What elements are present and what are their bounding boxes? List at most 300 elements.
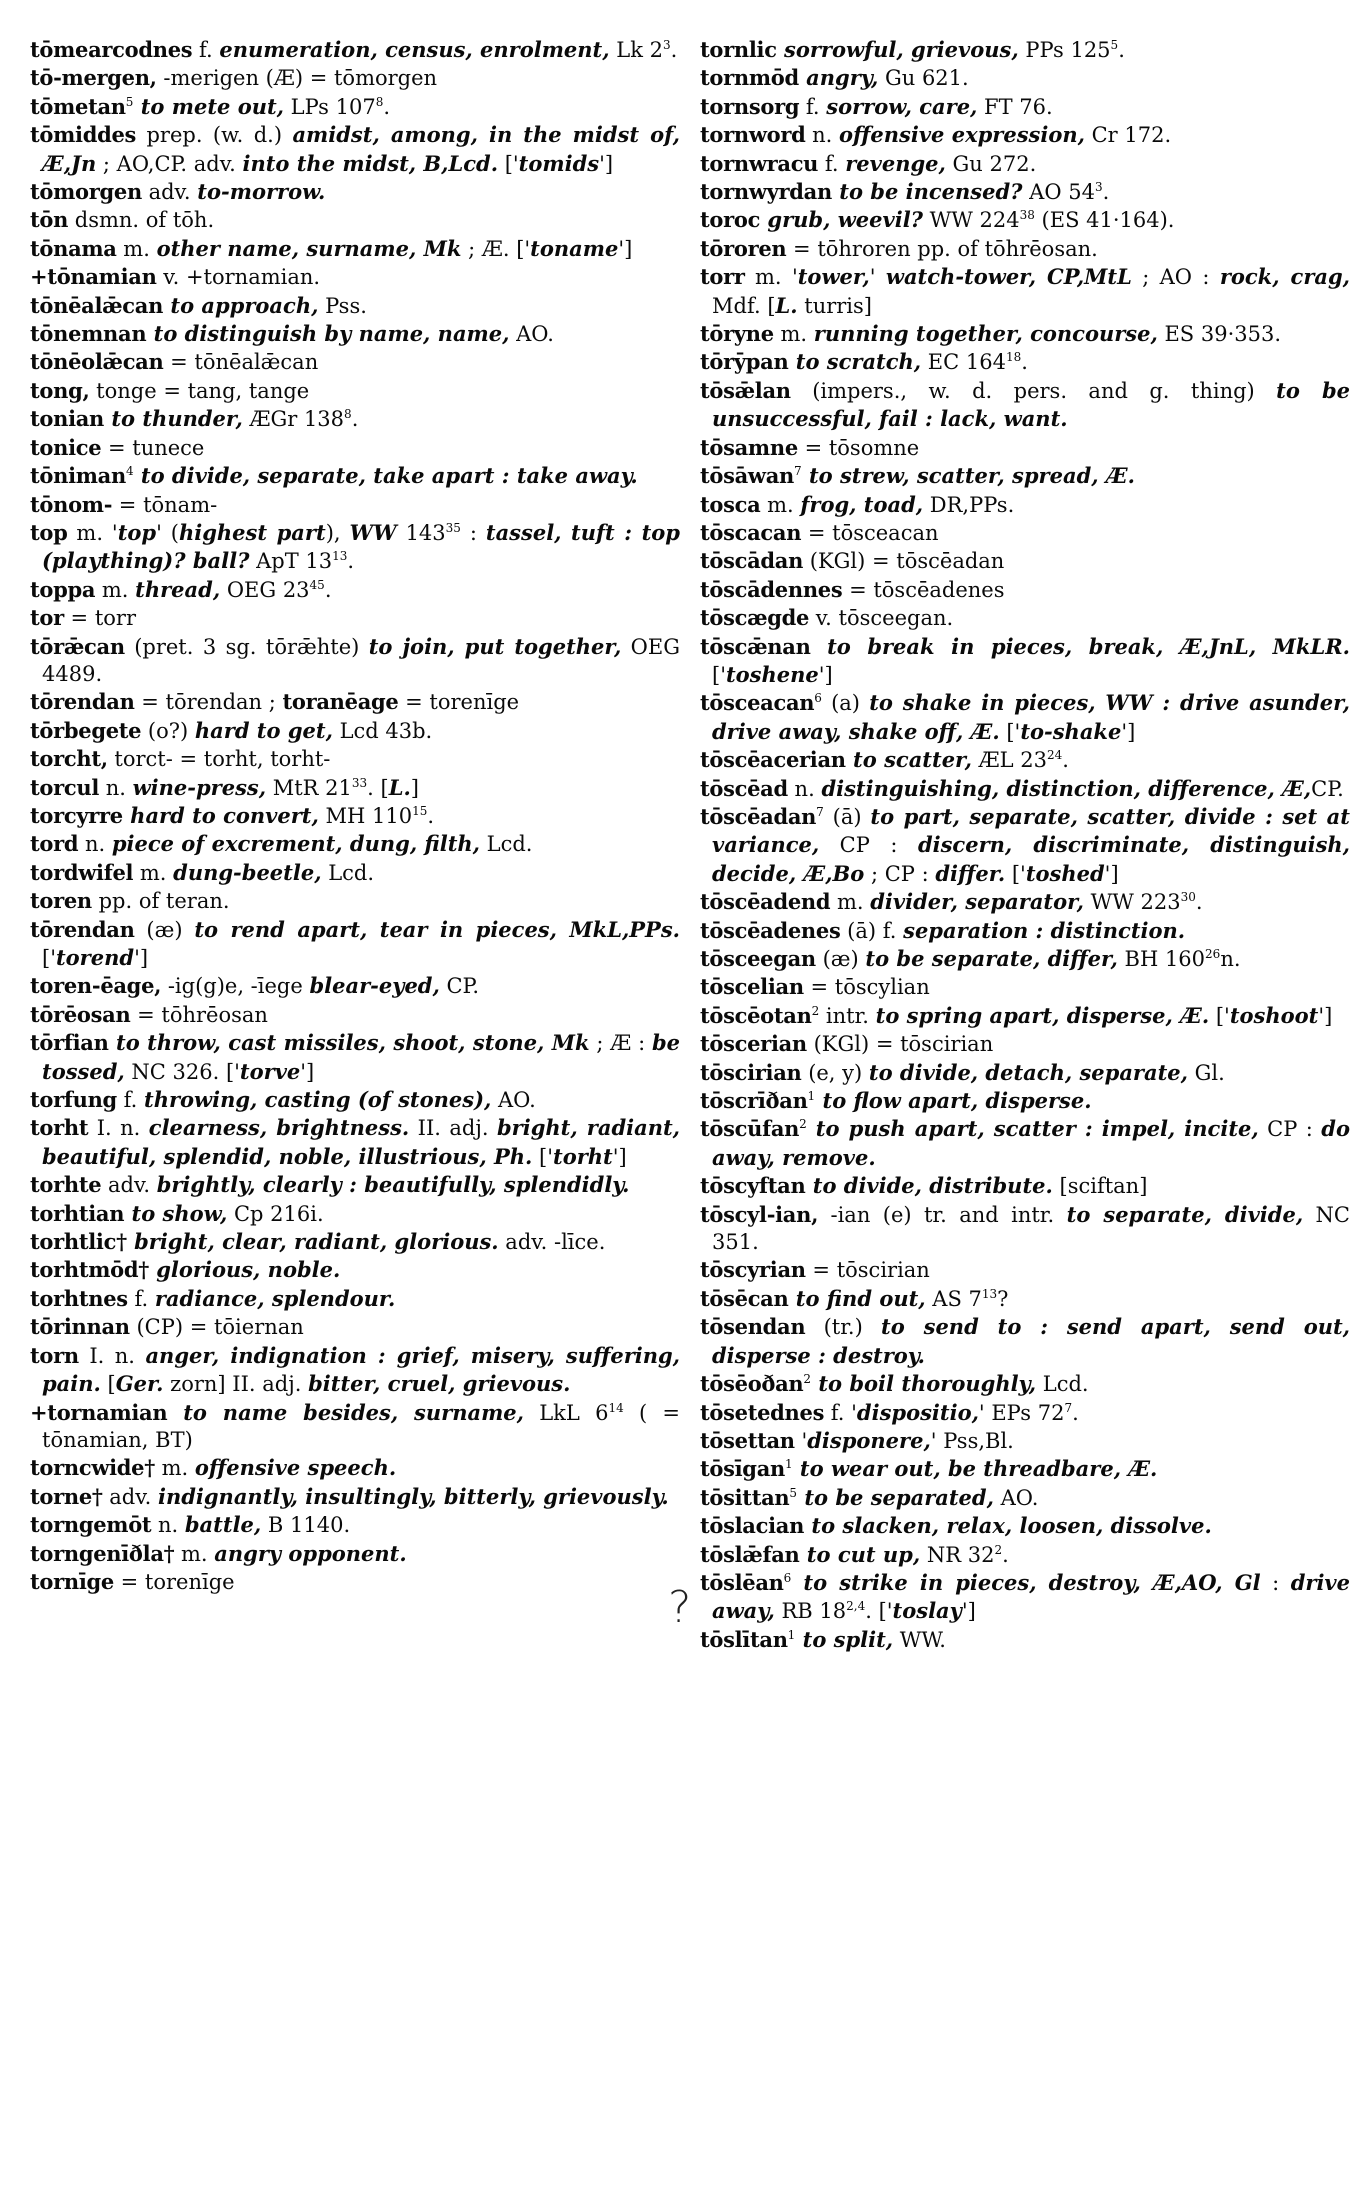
definition-text: glorious, noble. bbox=[148, 1257, 341, 1283]
definition-text: dispositio, bbox=[856, 1399, 979, 1425]
dictionary-entry bbox=[30, 1511, 680, 1539]
definition-text: toshed bbox=[1025, 860, 1105, 886]
plain-text: ] bbox=[410, 775, 419, 800]
headword: torngemōt bbox=[30, 1512, 152, 1538]
dictionary-entry bbox=[700, 206, 1350, 234]
superscript: 45 bbox=[309, 577, 325, 592]
headword: torhte bbox=[30, 1172, 102, 1198]
plain-text: I. n. bbox=[88, 1116, 149, 1141]
plain-text: CP : bbox=[819, 833, 918, 858]
plain-text: f. bbox=[818, 151, 846, 176]
dictionary-entry bbox=[30, 1029, 680, 1086]
plain-text: CP. bbox=[439, 974, 480, 999]
plain-text: n. bbox=[787, 776, 822, 801]
superscript: 7 bbox=[794, 464, 802, 479]
headword: tōscerian bbox=[700, 1031, 807, 1057]
plain-text: m. bbox=[154, 1456, 195, 1481]
dictionary-entry bbox=[700, 633, 1350, 690]
dictionary-entry bbox=[700, 1399, 1350, 1427]
headword: tōmetan bbox=[30, 93, 126, 119]
plain-text: = tōsceacan bbox=[801, 520, 939, 545]
plain-text: [' bbox=[1005, 861, 1026, 886]
plain-text: . bbox=[427, 803, 435, 828]
superscript: 13 bbox=[981, 1286, 998, 1301]
dictionary-entry bbox=[700, 491, 1350, 519]
dictionary-entry bbox=[30, 178, 680, 206]
definition-text: to-morrow. bbox=[197, 179, 326, 205]
definition-text: to throw, cast missiles, shoot, stone, Mk bbox=[108, 1030, 590, 1056]
headword: tōscēad bbox=[700, 775, 788, 801]
headword: tōscādennes bbox=[700, 576, 843, 602]
plain-text: '] bbox=[1318, 1003, 1333, 1028]
definition-text: L. bbox=[388, 774, 411, 800]
definition-text: indignantly, insultingly, bitterly, grievously. bbox=[157, 1483, 669, 1509]
definition-text: revenge, bbox=[845, 150, 946, 176]
headword: tornwracu bbox=[700, 150, 819, 176]
dictionary-entry bbox=[30, 1568, 680, 1596]
superscript: 15 bbox=[412, 803, 428, 818]
headword: tōscyl-ian, bbox=[700, 1201, 819, 1227]
headword: tōrendan bbox=[30, 689, 135, 715]
definition-text: to rend apart, tear in pieces, MkL,PPs. bbox=[194, 916, 680, 942]
plain-text: turris] bbox=[797, 293, 872, 318]
plain-text: Pss. bbox=[318, 293, 367, 318]
plain-text: EC 164 bbox=[921, 350, 1006, 375]
definition-text: brightly, clearly : beautifully, splendidly. bbox=[156, 1172, 630, 1198]
plain-text: ? bbox=[997, 1286, 1009, 1311]
headword: torht bbox=[30, 1115, 89, 1141]
headword: tōrǣcan bbox=[30, 633, 125, 659]
dictionary-entry bbox=[30, 859, 680, 887]
plain-text: n. bbox=[99, 775, 133, 800]
plain-text: m. bbox=[116, 236, 157, 261]
plain-text: Gl. bbox=[1187, 1060, 1225, 1085]
plain-text: Gu 621. bbox=[878, 66, 969, 91]
headword: torr bbox=[700, 264, 745, 290]
definition-text: piece of excrement, dung, filth, bbox=[111, 831, 480, 857]
headword: tord bbox=[30, 831, 79, 857]
headword: tōsceegan bbox=[700, 946, 816, 971]
definition-text: tassel, tuft : top (plaything)? ball? bbox=[42, 519, 680, 574]
superscript: 24 bbox=[1046, 748, 1063, 763]
plain-text: Lk 2 bbox=[609, 38, 663, 62]
definition-text: to spring apart, disperse, Æ. bbox=[875, 1002, 1210, 1028]
definition-text: top bbox=[117, 519, 157, 545]
definition-text: offensive speech. bbox=[194, 1455, 397, 1481]
headword: tornword bbox=[700, 122, 806, 148]
plain-text: [' bbox=[532, 1144, 554, 1169]
plain-text: f. bbox=[192, 38, 220, 62]
plain-text: B 1140. bbox=[261, 1513, 351, 1538]
headword: tōrȳpan bbox=[700, 349, 789, 375]
definition-text: rock, crag, bbox=[1219, 264, 1350, 290]
dictionary-entry bbox=[30, 802, 680, 830]
dictionary-entry bbox=[30, 462, 680, 490]
dictionary-entry bbox=[30, 377, 680, 405]
plain-text: DR,PPs. bbox=[923, 492, 1015, 517]
plain-text: (tr.) bbox=[805, 1315, 882, 1340]
headword: tōsettan bbox=[700, 1427, 795, 1453]
superscript: 3 bbox=[1094, 180, 1103, 195]
superscript: 5 bbox=[1110, 38, 1119, 52]
definition-text: toslay bbox=[892, 1598, 962, 1624]
plain-text: WW 223 bbox=[1083, 890, 1181, 915]
headword: tōryne bbox=[700, 321, 774, 347]
plain-text: Lcd. bbox=[479, 832, 533, 857]
plain-text: MH 110 bbox=[318, 803, 413, 828]
definition-text: to shake in pieces, WW : drive asunder, drive away, shake off, Æ. bbox=[712, 690, 1350, 744]
headword: +tornamian bbox=[30, 1399, 168, 1425]
dictionary-entry bbox=[700, 1370, 1350, 1398]
plain-text: ; Æ. [' bbox=[461, 236, 531, 261]
plain-text: = tōnam- bbox=[112, 492, 218, 517]
headword: tōscēotan bbox=[700, 1002, 812, 1028]
plain-text: ÆL 23 bbox=[971, 748, 1047, 773]
definition-text: to-shake bbox=[1020, 718, 1122, 744]
definition-text: angry, bbox=[798, 65, 879, 91]
plain-text: ; CP : bbox=[864, 861, 936, 886]
headword: toppa bbox=[30, 576, 96, 602]
headword: tōnemnan bbox=[30, 321, 147, 347]
dictionary-entry bbox=[700, 1313, 1350, 1370]
plain-text: AO. bbox=[993, 1485, 1039, 1510]
plain-text: ' EPs 72 bbox=[978, 1400, 1065, 1425]
dictionary-entry bbox=[30, 1454, 680, 1482]
dictionary-entry bbox=[30, 1342, 680, 1399]
dictionary-entry bbox=[30, 774, 680, 802]
headword: tōscyrian bbox=[700, 1257, 806, 1283]
headword: tōnēalǣcan bbox=[30, 292, 164, 318]
headword: torhtlic† bbox=[30, 1229, 127, 1255]
definition-text: separation : distinction. bbox=[903, 917, 1186, 943]
plain-text: -ian (e) tr. and intr. bbox=[818, 1202, 1067, 1227]
dictionary-entry bbox=[700, 1087, 1350, 1115]
superscript: 3 bbox=[662, 38, 671, 52]
superscript: 13 bbox=[332, 549, 348, 564]
plain-text: ( = tōnamian, BT) bbox=[42, 1400, 680, 1452]
definition-text: WW bbox=[349, 519, 397, 545]
dictionary-entry bbox=[700, 150, 1350, 178]
definition-text: tomids bbox=[518, 150, 600, 176]
definition-text: to be separated, bbox=[797, 1484, 994, 1510]
headword: tōsēoðan bbox=[700, 1371, 804, 1397]
plain-text: m. bbox=[830, 890, 871, 915]
definition-text: bright, clear, radiant, glorious. bbox=[126, 1229, 499, 1255]
definition-text: disponere, bbox=[807, 1427, 931, 1453]
definition-text: radiance, splendour. bbox=[154, 1285, 396, 1311]
superscript: 8 bbox=[375, 94, 384, 109]
definition-text: torend bbox=[55, 945, 135, 970]
dictionary-entry bbox=[700, 36, 1350, 64]
plain-text: m. bbox=[773, 322, 814, 347]
headword: tōslǣfan bbox=[700, 1541, 800, 1567]
definition-text: to divide, separate, take apart : take away. bbox=[133, 463, 638, 489]
headword: torcht, bbox=[30, 746, 108, 772]
dictionary-entry bbox=[30, 972, 680, 1000]
plain-text: AS 7 bbox=[925, 1286, 982, 1311]
definition-text: angry opponent. bbox=[214, 1540, 407, 1566]
dictionary-entry bbox=[30, 745, 680, 773]
headword: tōscyftan bbox=[700, 1173, 806, 1199]
plain-text: AO. bbox=[509, 322, 554, 347]
plain-text: . bbox=[324, 577, 332, 602]
plain-text: . bbox=[1002, 1542, 1009, 1567]
definition-text: highest part bbox=[178, 519, 326, 545]
dictionary-entry bbox=[30, 491, 680, 519]
headword: tornwyrdan bbox=[700, 179, 832, 205]
plain-text: . bbox=[1021, 350, 1028, 375]
definition-text: to cut up, bbox=[799, 1541, 921, 1567]
dictionary-entry bbox=[30, 64, 680, 92]
dictionary-entry bbox=[30, 36, 680, 64]
plain-text: . bbox=[383, 94, 391, 119]
plain-text: CP. bbox=[1311, 776, 1344, 801]
definition-text: anger, indignation : grief, misery, suffering, pain. bbox=[42, 1342, 680, 1397]
superscript: 1 bbox=[807, 1089, 816, 1104]
headword: tōslītan bbox=[700, 1626, 788, 1652]
dictionary-entry bbox=[30, 121, 680, 178]
plain-text: . bbox=[1102, 180, 1110, 205]
plain-text: '] bbox=[961, 1599, 976, 1624]
headword: tor bbox=[30, 605, 64, 631]
plain-text: tonge = tang, tange bbox=[89, 378, 310, 403]
dictionary-entry bbox=[30, 916, 680, 973]
plain-text: (ES 41·164). bbox=[1034, 208, 1175, 233]
dictionary-entry bbox=[30, 1285, 680, 1313]
plain-text: = tōscēadenes bbox=[842, 577, 1005, 602]
definition-text: to flow apart, disperse. bbox=[815, 1088, 1092, 1114]
definition-text: thread, bbox=[135, 576, 221, 602]
headword: tornīge bbox=[30, 1568, 114, 1594]
definition-text: to scatter, bbox=[845, 747, 972, 773]
definition-text: to find out, bbox=[788, 1285, 926, 1311]
headword: tonian bbox=[30, 406, 105, 432]
headword: tōniman bbox=[30, 463, 126, 489]
dictionary-entry bbox=[700, 1626, 1350, 1654]
plain-text: (ā) f. bbox=[840, 918, 904, 943]
definition-text: torht bbox=[553, 1143, 613, 1169]
definition-text: to join, put together, bbox=[368, 633, 622, 659]
plain-text: = tōscirian bbox=[805, 1258, 930, 1283]
dictionary-entry bbox=[700, 1455, 1350, 1483]
plain-text: dsmn. of tōh. bbox=[68, 208, 215, 233]
definition-text: to strike in pieces, destroy, Æ,AO, Gl bbox=[791, 1569, 1261, 1595]
plain-text: Gu 272. bbox=[945, 151, 1037, 176]
superscript: 2 bbox=[803, 1372, 812, 1387]
plain-text: Mdf. [ bbox=[712, 293, 776, 318]
plain-text: (KGl) = tōscēadan bbox=[803, 549, 1005, 574]
plain-text: 143 bbox=[396, 520, 446, 545]
definition-text: frog, toad, bbox=[800, 491, 924, 517]
plain-text: PPs 125 bbox=[1018, 38, 1111, 62]
headword: tōmearcodnes bbox=[30, 37, 193, 62]
definition-text: to slacken, relax, loosen, dissolve. bbox=[804, 1513, 1212, 1539]
plain-text: NC 351. bbox=[712, 1202, 1350, 1255]
dictionary-entry bbox=[700, 1172, 1350, 1200]
plain-text: f. bbox=[116, 1088, 144, 1113]
dictionary-entry bbox=[30, 348, 680, 376]
dictionary-entry bbox=[30, 1399, 680, 1455]
definition-text: to break in pieces, break, Æ,JnL, MkLR. bbox=[810, 633, 1350, 659]
definition-text: differ. bbox=[935, 860, 1006, 886]
plain-text: MtR 21 bbox=[266, 775, 352, 800]
dictionary-entry bbox=[30, 1200, 680, 1228]
dictionary-entry bbox=[700, 917, 1350, 945]
dictionary-entry bbox=[30, 887, 680, 915]
headword: tordwifel bbox=[30, 859, 134, 885]
plain-text: ; AO,CP. adv. bbox=[96, 151, 243, 176]
plain-text: m. bbox=[95, 577, 136, 602]
dictionary-entry bbox=[700, 1484, 1350, 1512]
plain-text: . [ bbox=[367, 775, 389, 800]
column-right bbox=[700, 36, 1350, 1654]
plain-text: (æ) bbox=[134, 917, 195, 942]
plain-text: -ig(g)e, -īege bbox=[161, 974, 310, 999]
plain-text: ' bbox=[869, 265, 886, 290]
plain-text: pp. of teran. bbox=[91, 889, 230, 914]
plain-text: = tōsomne bbox=[797, 435, 920, 460]
headword: tōslēan bbox=[700, 1569, 784, 1595]
plain-text: . bbox=[1118, 38, 1125, 62]
headword: tōscēadenes bbox=[700, 917, 841, 943]
dictionary-entry bbox=[700, 1541, 1350, 1569]
dictionary-entry bbox=[700, 1059, 1350, 1087]
plain-text: . [' bbox=[865, 1599, 893, 1624]
headword: tōscēadend bbox=[700, 889, 831, 915]
dictionary-entry bbox=[700, 1002, 1350, 1030]
plain-text: = tōnēalǣcan bbox=[163, 350, 319, 375]
headword: tōsǣlan bbox=[700, 377, 791, 403]
headword: tōnama bbox=[30, 235, 117, 261]
definition-text: bitter, cruel, grievous. bbox=[308, 1371, 571, 1397]
dictionary-entry bbox=[30, 434, 680, 462]
plain-text: NR 32 bbox=[920, 1542, 995, 1567]
dictionary-entry bbox=[700, 689, 1350, 746]
plain-text: ; Æ : bbox=[589, 1031, 652, 1056]
headword: torcul bbox=[30, 774, 100, 800]
dictionary-entry bbox=[30, 1483, 680, 1511]
definition-text: to boil thoroughly, bbox=[811, 1371, 1037, 1397]
definition-text: toshene bbox=[725, 661, 819, 687]
dictionary-entry bbox=[700, 1427, 1350, 1455]
dictionary-entry bbox=[30, 1114, 680, 1171]
definition-text: blear-eyed, bbox=[309, 973, 440, 999]
definition-text: sorrow, care, bbox=[826, 93, 978, 119]
definition-text: torve bbox=[239, 1058, 301, 1084]
definition-text: Ger. bbox=[115, 1371, 164, 1397]
plain-text: Lcd. bbox=[321, 860, 375, 885]
dictionary-page bbox=[30, 36, 1350, 1654]
dictionary-entry bbox=[30, 830, 680, 858]
plain-text: ; AO : bbox=[1131, 265, 1220, 290]
plain-text: m. bbox=[760, 492, 801, 517]
plain-text: . bbox=[351, 407, 359, 432]
superscript: 7 bbox=[816, 804, 824, 819]
superscript: 33 bbox=[351, 775, 368, 790]
column-left bbox=[30, 36, 680, 1654]
headword: tōscirian bbox=[700, 1059, 802, 1085]
definition-text: to part, separate, scatter, divide : set at variance, bbox=[712, 803, 1350, 858]
dictionary-entry bbox=[700, 1569, 1350, 1626]
dictionary-entry bbox=[30, 320, 680, 348]
plain-text: -merigen (Æ) = tōmorgen bbox=[156, 66, 438, 91]
definition-text: to be unsuccessful, fail : lack, want. bbox=[712, 377, 1350, 432]
plain-text: m. bbox=[133, 860, 174, 885]
plain-text: (o?) bbox=[141, 718, 195, 743]
definition-text: to divide, distribute. bbox=[805, 1173, 1053, 1199]
definition-text: enumeration, census, enrolment, bbox=[219, 37, 610, 62]
headword: tōscǣnan bbox=[700, 633, 811, 659]
headword: tōsamne bbox=[700, 434, 798, 460]
dictionary-entry bbox=[30, 1171, 680, 1199]
plain-text: [ bbox=[100, 1372, 116, 1397]
definition-text: to send to : send apart, send out, disperse : destroy. bbox=[712, 1314, 1350, 1368]
plain-text: m. ' bbox=[67, 520, 118, 545]
superscript: 38 bbox=[1019, 208, 1035, 223]
plain-text: LkL 6 bbox=[523, 1400, 609, 1425]
headword: tōsendan bbox=[700, 1314, 806, 1340]
plain-text: adv. bbox=[141, 180, 198, 205]
plain-text: adv. -līce. bbox=[498, 1230, 606, 1255]
dictionary-entry bbox=[700, 348, 1350, 376]
plain-text: = tōhrēosan bbox=[130, 1002, 268, 1027]
plain-text: '] bbox=[134, 946, 149, 970]
superscript: 8 bbox=[344, 407, 352, 422]
definition-text: to split, bbox=[795, 1626, 894, 1652]
definition-text: dung-beetle, bbox=[173, 859, 322, 885]
headword: tōscelian bbox=[700, 974, 804, 1000]
dictionary-entry bbox=[700, 547, 1350, 575]
definition-text: to push apart, scatter : impel, incite, bbox=[806, 1116, 1259, 1142]
definition-text: other name, surname, Mk bbox=[156, 235, 462, 261]
plain-text: RB 18 bbox=[774, 1599, 847, 1624]
dictionary-entry bbox=[700, 263, 1350, 320]
headword: torfung bbox=[30, 1087, 117, 1113]
headword: tōrendan bbox=[30, 916, 135, 942]
plain-text: OEG 4489. bbox=[42, 634, 681, 686]
definition-text: hard to convert, bbox=[122, 802, 319, 828]
plain-text: OEG 23 bbox=[220, 577, 310, 602]
plain-text: (a) bbox=[821, 691, 870, 716]
headword: tōsēcan bbox=[700, 1285, 789, 1311]
plain-text: '] bbox=[618, 236, 633, 261]
plain-text: AO. bbox=[491, 1088, 536, 1113]
dictionary-entry bbox=[700, 803, 1350, 888]
plain-text: (pret. 3 sg. tōrǣhte) bbox=[124, 634, 369, 659]
definition-text: to scratch, bbox=[788, 349, 922, 375]
plain-text: . bbox=[347, 549, 355, 574]
plain-text: [' bbox=[999, 719, 1021, 744]
superscript: 2,4 bbox=[846, 1599, 866, 1614]
headword: +tōnamian bbox=[30, 264, 157, 290]
plain-text: zorn] II. adj. bbox=[163, 1372, 309, 1397]
plain-text: adv. bbox=[102, 1484, 158, 1509]
headword: tōscacan bbox=[700, 519, 802, 545]
plain-text: v. +tornamian. bbox=[156, 265, 321, 290]
headword: tōslacian bbox=[700, 1513, 805, 1539]
plain-text: (æ) bbox=[815, 947, 866, 971]
plain-text: [' bbox=[712, 662, 726, 687]
headword: tornsorg bbox=[700, 93, 800, 119]
dictionary-entry bbox=[700, 235, 1350, 263]
superscript: 2 bbox=[811, 1003, 820, 1018]
definition-text: to be incensed? bbox=[831, 179, 1023, 205]
dictionary-entry bbox=[30, 263, 680, 291]
plain-text: '] bbox=[599, 151, 614, 176]
headword: toroc bbox=[700, 207, 761, 233]
definition-text: do away, remove. bbox=[712, 1116, 1350, 1170]
dictionary-entry bbox=[30, 633, 680, 689]
